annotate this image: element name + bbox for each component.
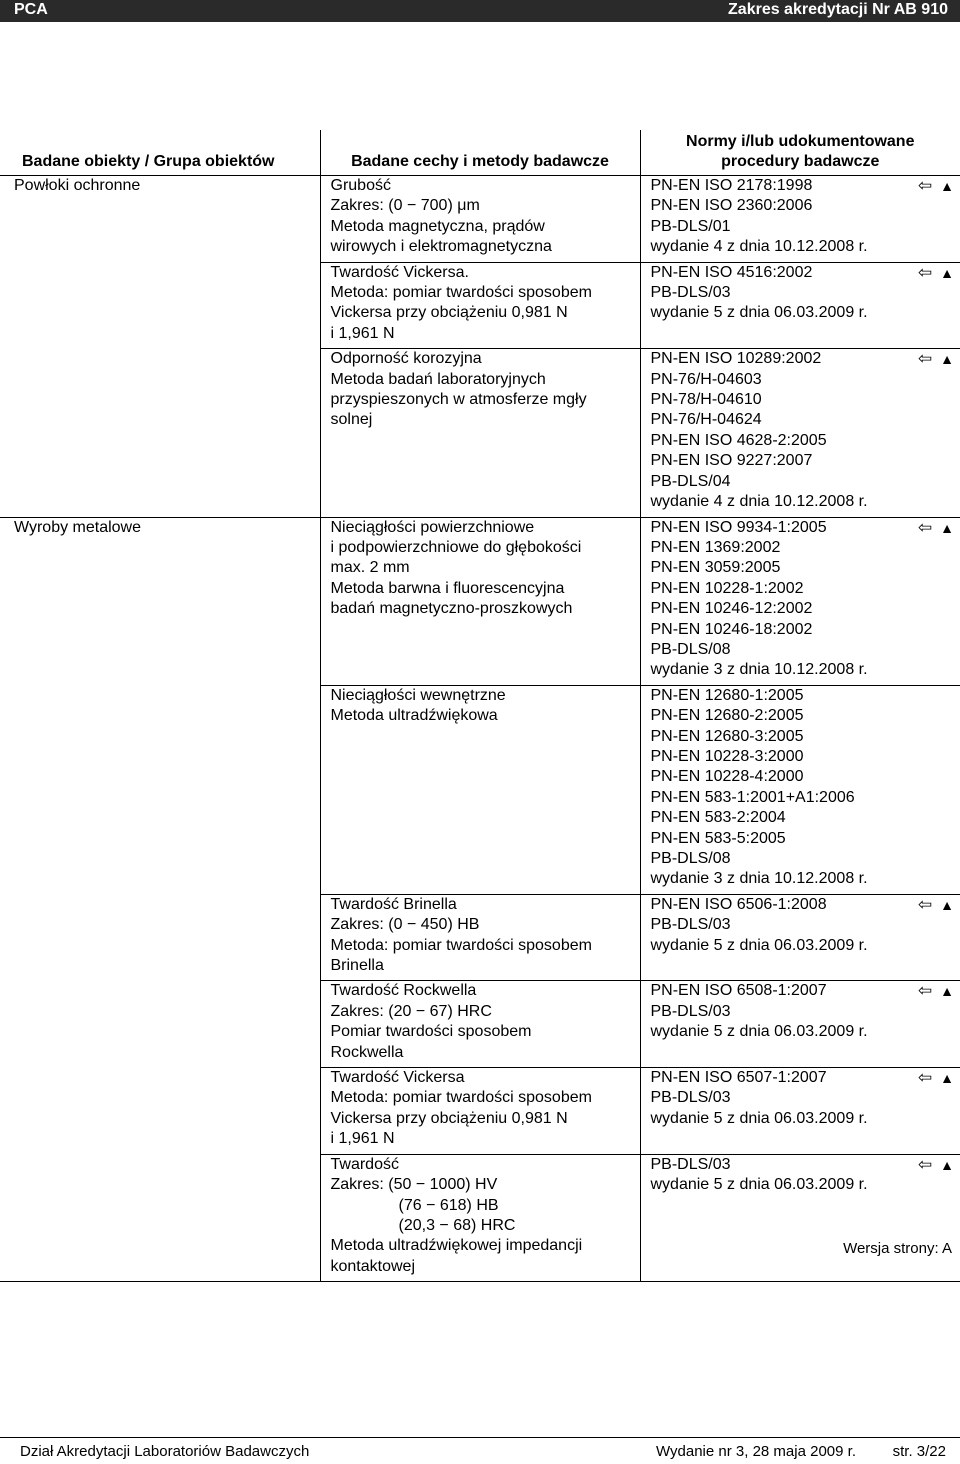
standards-cell (640, 262, 960, 349)
standard-line: PN-EN 583-1:2001+A1:2006 (650, 788, 855, 806)
features-cell (320, 1154, 640, 1281)
feature-line: Twardość Rockwella (330, 982, 477, 1000)
feature-line: badań magnetyczno-proszkowych (330, 600, 573, 618)
accreditation-marks (918, 263, 954, 283)
standard-line: PB-DLS/08 (650, 640, 731, 658)
triangle-icon: ▲ (940, 351, 954, 368)
object-cell (0, 349, 320, 517)
standards-cell (640, 1154, 960, 1281)
standard-line: PN-EN ISO 4628-2:2005 (650, 431, 827, 449)
standards-cell (640, 1068, 960, 1155)
arrow-left-icon: ⇦ (917, 894, 933, 914)
feature-line: kontaktowej (330, 1257, 415, 1275)
feature-line: Grubość (330, 177, 391, 194)
standard-line: PN-76/H-04624 (650, 411, 762, 429)
header-objects: Badane obiekty / Grupa obiektów (0, 130, 320, 176)
object-cell (0, 1154, 320, 1281)
feature-line: Metoda barwna i fluorescencyjna (330, 579, 565, 597)
standards-cell (640, 894, 960, 981)
triangle-icon: ▲ (940, 983, 954, 1000)
feature-line: Metoda: pomiar twardości sposobem (330, 1089, 592, 1107)
feature-line: Twardość Vickersa. (330, 263, 469, 281)
feature-line: Zakres: (20 − 67) HRC (330, 1002, 492, 1020)
feature-line: Vickersa przy obciążeniu 0,981 N (330, 304, 568, 322)
table-row (0, 981, 960, 1068)
feature-line: Nieciągłości wewnętrzne (330, 686, 506, 704)
feature-line: Metoda magnetyczna, prądów (330, 217, 545, 235)
feature-line: Metoda: pomiar twardości sposobem (330, 284, 592, 302)
object-cell (0, 1068, 320, 1155)
feature-line: Zakres: (0 − 700) μm (330, 197, 480, 215)
standard-line: PB-DLS/08 (650, 850, 731, 867)
standards-cell (640, 685, 960, 894)
standard-line: wydanie 4 z dnia 10.12.2008 r. (650, 493, 868, 511)
accreditation-table (0, 130, 960, 1282)
header-org: PCA (14, 1, 48, 18)
standard-line: PB-DLS/03 (650, 284, 731, 302)
object-cell: Wyroby metalowe (0, 517, 320, 685)
standard-line: wydanie 5 z dnia 06.03.2009 r. (650, 304, 868, 322)
feature-line: Zakres: (50 − 1000) HV (330, 1176, 498, 1194)
standards-cell (640, 176, 960, 263)
feature-line: (76 − 618) HB (398, 1196, 499, 1214)
feature-line: Brinella (330, 957, 384, 975)
table-row (0, 262, 960, 349)
object-cell (0, 894, 320, 981)
standard-line: wydanie 3 z dnia 10.12.2008 r. (650, 870, 868, 888)
arrow-left-icon: ⇦ (917, 1154, 933, 1174)
standard-line: PN-EN ISO 4516:2002 (650, 263, 813, 281)
standard-line: PN-EN 3059:2005 (650, 559, 781, 577)
standard-line: PN-76/H-04603 (650, 370, 762, 388)
triangle-icon: ▲ (940, 264, 954, 281)
standard-line: PN-EN ISO 6508-1:2007 (650, 982, 827, 1000)
feature-line: Twardość (330, 1155, 399, 1173)
standard-line: wydanie 4 z dnia 10.12.2008 r. (650, 238, 868, 256)
standard-line: PN-EN 10228-4:2000 (650, 768, 804, 786)
standard-line: PB-DLS/03 (650, 1002, 731, 1020)
standard-line: wydanie 5 z dnia 06.03.2009 r. (650, 1176, 868, 1194)
table-row (0, 1154, 960, 1281)
standard-line: PB-DLS/03 (650, 1155, 731, 1173)
accreditation-marks (918, 1068, 954, 1088)
standard-line: PN-EN 10246-18:2002 (650, 620, 813, 638)
footer-edition: Wydanie nr 3, 28 maja 2009 r. (656, 1443, 856, 1460)
arrow-left-icon: ⇦ (917, 176, 933, 195)
table-row (0, 349, 960, 517)
accreditation-marks (918, 895, 954, 915)
object-cell (0, 981, 320, 1068)
feature-line: Pomiar twardości sposobem (330, 1023, 532, 1041)
standard-line: PN-EN 12680-1:2005 (650, 686, 804, 704)
standard-line: PB-DLS/04 (650, 472, 731, 490)
triangle-icon: ▲ (940, 519, 954, 536)
accreditation-marks (918, 176, 954, 196)
features-cell (320, 1068, 640, 1155)
feature-line: wirowych i elektromagnetyczna (330, 238, 552, 256)
standard-line: PN-EN 10228-3:2000 (650, 747, 804, 765)
arrow-left-icon: ⇦ (917, 981, 933, 1001)
standard-line: PN-EN 12680-2:2005 (650, 707, 804, 725)
feature-line: Vickersa przy obciążeniu 0,981 N (330, 1109, 568, 1127)
feature-line: solnej (330, 411, 373, 429)
page-version: Wersja strony: A (843, 1240, 952, 1257)
standard-line: PB-DLS/03 (650, 1089, 731, 1107)
header-features: Badane cechy i metody badawcze (320, 130, 640, 176)
standard-line: PN-EN 10228-1:2002 (650, 579, 804, 597)
standard-line: PN-EN ISO 2360:2006 (650, 197, 813, 215)
standards-cell (640, 981, 960, 1068)
feature-line: (20,3 − 68) HRC (398, 1216, 516, 1234)
standard-line: wydanie 5 z dnia 06.03.2009 r. (650, 936, 868, 954)
standard-line: PN-EN ISO 10289:2002 (650, 350, 822, 368)
features-cell (320, 176, 640, 263)
top-header-bar (0, 0, 960, 22)
feature-line: Nieciągłości powierzchniowe (330, 518, 535, 536)
accreditation-marks (918, 1155, 954, 1175)
arrow-left-icon: ⇦ (917, 262, 933, 282)
features-cell (320, 894, 640, 981)
feature-line: i 1,961 N (330, 1130, 395, 1148)
features-cell (320, 349, 640, 517)
standard-line: PB-DLS/01 (650, 217, 731, 235)
accreditation-marks (918, 981, 954, 1001)
feature-line: Twardość Vickersa (330, 1069, 465, 1087)
triangle-icon: ▲ (940, 1070, 954, 1087)
header-standards-line: Normy i/lub udokumentowane (686, 133, 915, 150)
standard-line: PN-EN 583-5:2005 (650, 829, 786, 847)
features-cell (320, 517, 640, 685)
arrow-left-icon: ⇦ (917, 1068, 933, 1088)
feature-line: max. 2 mm (330, 559, 410, 577)
standard-line: PN-EN 10246-12:2002 (650, 600, 813, 618)
standard-line: PB-DLS/03 (650, 916, 731, 934)
standard-line: PN-78/H-04610 (650, 391, 762, 409)
standard-line: PN-EN 583-2:2004 (650, 809, 786, 827)
table-row (0, 685, 960, 894)
table-row (0, 1068, 960, 1155)
standard-line: PN-EN ISO 9934-1:2005 (650, 518, 827, 536)
feature-line: Metoda badań laboratoryjnych (330, 370, 546, 388)
standard-line: wydanie 5 z dnia 06.03.2009 r. (650, 1109, 868, 1127)
arrow-left-icon: ⇦ (917, 517, 933, 537)
feature-line: Odporność korozyjna (330, 350, 482, 368)
features-cell (320, 685, 640, 894)
standards-cell (640, 517, 960, 685)
triangle-icon: ▲ (940, 1156, 954, 1173)
footer-department: Dział Akredytacji Laboratoriów Badawczych (20, 1443, 310, 1460)
object-cell (0, 262, 320, 349)
accreditation-marks (918, 349, 954, 369)
header-title: Zakres akredytacji Nr AB 910 (728, 1, 948, 18)
feature-line: Zakres: (0 − 450) HB (330, 916, 480, 934)
table-row (0, 517, 960, 685)
feature-line: Metoda ultradźwiękowa (330, 707, 498, 725)
triangle-icon: ▲ (940, 896, 954, 913)
feature-line: Metoda ultradźwiękowej impedancji (330, 1237, 583, 1255)
header-standards (640, 130, 960, 176)
feature-line: i podpowierzchniowe do głębokości (330, 538, 582, 556)
features-cell (320, 262, 640, 349)
header-standards-line: procedury badawcze (721, 153, 880, 170)
feature-line: Metoda: pomiar twardości sposobem (330, 936, 592, 954)
standard-line: PN-EN ISO 2178:1998 (650, 177, 813, 194)
feature-line: przyspieszonych w atmosferze mgły (330, 391, 587, 409)
features-cell (320, 981, 640, 1068)
feature-line: Twardość Brinella (330, 895, 457, 913)
feature-line: i 1,961 N (330, 324, 395, 342)
standard-line: wydanie 3 z dnia 10.12.2008 r. (650, 661, 868, 679)
standard-line: PN-EN 1369:2002 (650, 538, 781, 556)
page-footer (0, 1437, 960, 1464)
accreditation-marks (918, 518, 954, 538)
object-cell (0, 685, 320, 894)
triangle-icon: ▲ (940, 178, 954, 194)
arrow-left-icon: ⇦ (917, 349, 933, 369)
standard-line: PN-EN ISO 6506-1:2008 (650, 895, 827, 913)
standard-line: PN-EN ISO 9227:2007 (650, 452, 813, 470)
table-row (0, 176, 960, 263)
standard-line: PN-EN ISO 6507-1:2007 (650, 1069, 827, 1087)
feature-line: Rockwella (330, 1043, 404, 1061)
standards-cell (640, 349, 960, 517)
table-row (0, 894, 960, 981)
footer-page-number: str. 3/22 (892, 1443, 946, 1460)
object-cell: Powłoki ochronne (0, 176, 320, 263)
standard-line: wydanie 5 z dnia 06.03.2009 r. (650, 1023, 868, 1041)
standard-line: PN-EN 12680-3:2005 (650, 727, 804, 745)
